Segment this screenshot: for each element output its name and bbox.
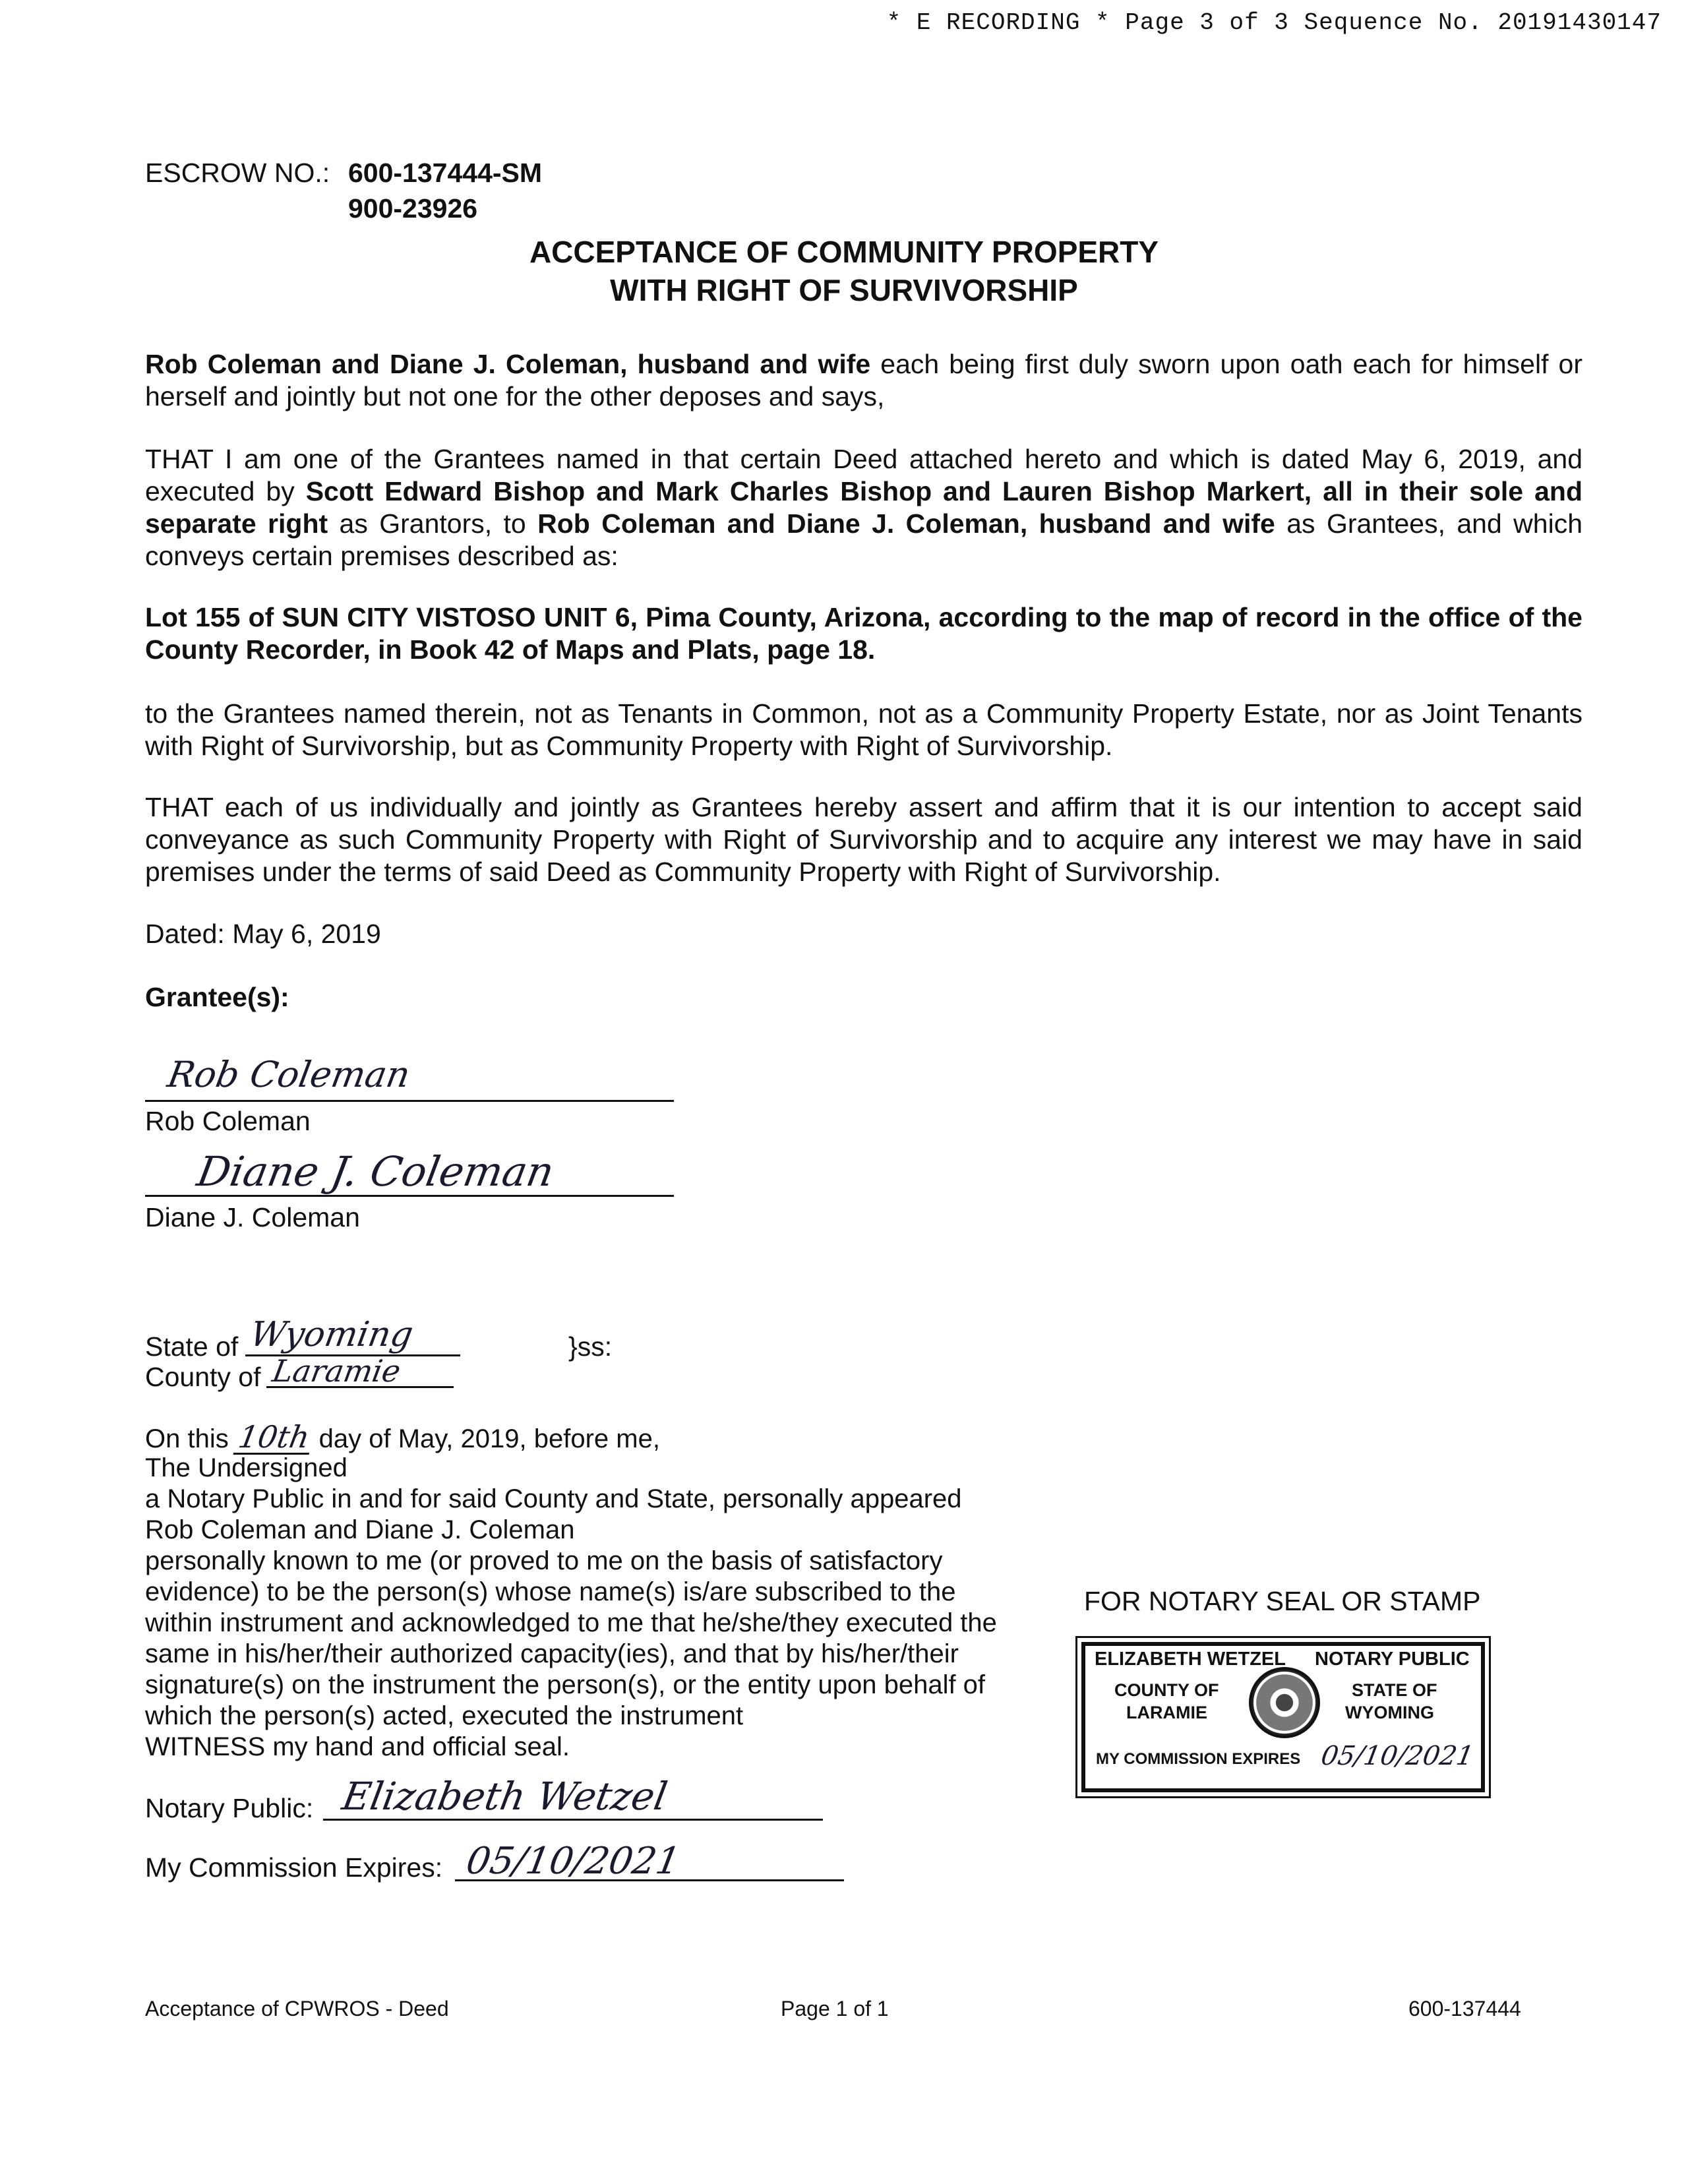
grantors-names: Scott Edward Bishop and Mark Charles Bishop and Lauren Bishop Markert, all in their sole and separate right xyxy=(145,476,1582,539)
commission-expires-value: 05/10/2021 xyxy=(463,1840,684,1883)
intro-parties: Rob Coleman and Diane J. Coleman, husband and wife xyxy=(145,349,871,379)
notary-public-label: Notary Public: xyxy=(145,1793,314,1823)
stamp-county-2: LARAMIE xyxy=(1126,1703,1207,1722)
county-underline xyxy=(266,1386,454,1388)
county-value: Laramie xyxy=(270,1353,404,1389)
document-title-line-1: ACCEPTANCE OF COMMUNITY PROPERTY xyxy=(529,235,1159,269)
intro-paragraph xyxy=(145,348,1582,413)
dated-line: Dated: May 6, 2019 xyxy=(145,919,381,949)
notary-line-7: signature(s) on the instrument the person(s), or the entity upon behalf of xyxy=(145,1670,986,1699)
notary-line-5: within instrument and acknowledged to me that he/she/they executed the xyxy=(145,1608,997,1637)
undersigned-line: The Undersigned xyxy=(145,1453,347,1482)
legal-description: Lot 155 of SUN CITY VISTOSO UNIT 6, Pima County, Arizona, according to the map of record in the office of the County Recorder, in Book 42 of Maps and Plats, page 18. xyxy=(145,602,1582,665)
county-label: County of xyxy=(145,1362,261,1392)
signature-line-2 xyxy=(145,1195,674,1197)
grantees-names: Rob Coleman and Diane J. Coleman, husband and wife xyxy=(537,508,1275,539)
tenancy-paragraph: to the Grantees named therein, not as Tenants in Common, not as a Community Property Estate, nor as Joint Tenants with Right of Survivorship, but as Community Property with Right of Survivorship. xyxy=(145,698,1582,761)
grantee-text-3: as Grantees, and which conveys certain premises described as: xyxy=(145,508,1582,571)
notary-line-8: which the person(s) acted, executed the instrument xyxy=(145,1701,744,1730)
stamp-county-1: COUNTY OF xyxy=(1114,1680,1219,1700)
ss-mark: }ss: xyxy=(568,1331,613,1362)
stamp-state-1: STATE OF xyxy=(1352,1680,1437,1700)
affirm-paragraph: THAT each of us individually and jointly as Grantees hereby assert and affirm that it is our intention to accept said conveyance as such Community Property with Right of Survivorship and to acquire any interest we may have in said premises under the terms of said Deed as Community Property with Right of Survivorship. xyxy=(145,792,1582,887)
state-label: State of xyxy=(145,1331,239,1362)
intro-text: each being first duly sworn upon oath each for himself or herself and jointly but not one for the other deposes and says, xyxy=(145,349,1582,411)
escrow-number-2: 900-23926 xyxy=(348,193,478,224)
rob-coleman-signature: Rob Coleman xyxy=(164,1054,413,1095)
notary-day-rest: day of May, 2019, before me, xyxy=(318,1424,660,1453)
notary-public-signature: Elizabeth Wetzel xyxy=(339,1774,671,1819)
notary-line-9: WITNESS my hand and official seal. xyxy=(145,1732,570,1761)
stamp-commission-value: 05/10/2021 xyxy=(1318,1741,1476,1771)
footer-document-name: Acceptance of CPWROS - Deed xyxy=(145,1997,449,2020)
state-value: Wyoming xyxy=(247,1315,417,1354)
grantee-paragraph xyxy=(145,443,1582,572)
escrow-label: ESCROW NO.: xyxy=(145,158,330,188)
notary-signature-line xyxy=(323,1819,823,1821)
signer-1-name: Rob Coleman xyxy=(145,1106,311,1136)
stamp-title: NOTARY PUBLIC xyxy=(1315,1649,1470,1670)
diane-coleman-signature: Diane J. Coleman xyxy=(193,1147,558,1196)
stamp-name: ELIZABETH WETZEL xyxy=(1095,1649,1286,1670)
document-title-line-2: WITH RIGHT OF SURVIVORSHIP xyxy=(610,273,1078,307)
stamp-commission-label: MY COMMISSION EXPIRES xyxy=(1096,1750,1301,1768)
signer-2-name: Diane J. Coleman xyxy=(145,1202,360,1232)
notary-line-6: same in his/her/their authorized capacity(ies), and that by his/her/their xyxy=(145,1639,959,1668)
stamp-state-2: WYOMING xyxy=(1345,1703,1434,1722)
escrow-number-1: 600-137444-SM xyxy=(348,158,543,188)
notary-stamp xyxy=(1081,1642,1485,1792)
notary-line-2: Rob Coleman and Diane J. Coleman xyxy=(145,1515,575,1544)
notary-seal-emblem xyxy=(1249,1667,1320,1738)
signature-line-1 xyxy=(145,1100,674,1102)
notary-line-1: a Notary Public in and for said County and State, personally appeared xyxy=(145,1484,962,1513)
commission-expires-label: My Commission Expires: xyxy=(145,1852,443,1883)
notary-line-3: personally known to me (or proved to me on the basis of satisfactory xyxy=(145,1546,943,1575)
grantee-text-1: THAT I am one of the Grantees named in that certain Deed attached hereto and which is dated May 6, 2019, and executed by xyxy=(145,444,1582,506)
notary-day-value: 10th xyxy=(233,1422,314,1455)
footer-page-number: Page 1 of 1 xyxy=(781,1997,889,2020)
notary-date-line xyxy=(145,1419,1062,1455)
footer-escrow-ref: 600-137444 xyxy=(1408,1997,1521,2020)
recording-header: * E RECORDING * Page 3 of 3 Sequence No. 20191430147 xyxy=(886,9,1662,36)
grantee-text-2: as Grantors, to xyxy=(328,508,538,539)
notary-line-4: evidence) to be the person(s) whose name(s) is/are subscribed to the xyxy=(145,1577,956,1606)
commission-expires-line xyxy=(455,1879,844,1881)
grantees-heading: Grantee(s): xyxy=(145,982,289,1012)
notary-stamp-label: FOR NOTARY SEAL OR STAMP xyxy=(1084,1586,1481,1616)
on-this-label: On this xyxy=(145,1424,229,1453)
